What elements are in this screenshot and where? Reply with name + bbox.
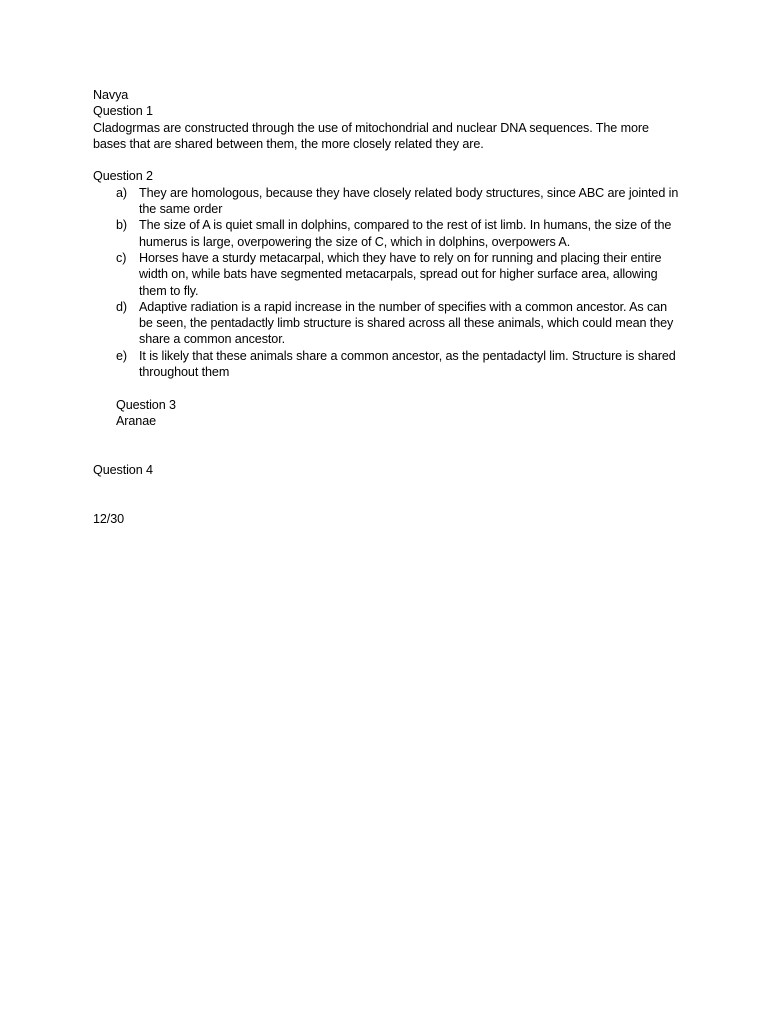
student-name: Navya [93,88,129,102]
answer-item-e [93,348,683,381]
answer-item-d [93,299,683,348]
item-text: Horses have a sturdy metacarpal, which they have to rely on for running and placing their entire width on, while bats have segmented metacarpals, spread out for higher surface area, allowing them to fly. [139,250,662,298]
item-marker: c) [116,250,127,265]
item-text: It is likely that these animals share a common ancestor, as the pentadactyl lim. Structure is shared throughout them [139,348,676,380]
item-text: Adaptive radiation is a rapid increase in the number of specifies with a common ancestor. As can be seen, the pentadactly limb structure is shared across all these animals, which could mean they share a common ancestor. [139,299,674,347]
question-1-answer: Cladogrmas are constructed through the use of mitochondrial and nuclear DNA sequences. The more bases that are shared between them, the more closely related they are. [93,120,649,151]
question-2-heading: Question 2 [93,169,153,184]
question-4-heading: Question 4 [93,462,153,477]
question-3-heading: Question 3 [116,397,176,412]
item-marker: a) [116,185,127,200]
answer-item-b [93,217,683,250]
document-body [93,87,683,527]
spacer [93,429,683,462]
item-marker: b) [116,218,127,233]
item-marker: d) [116,299,127,314]
item-text: The size of A is quiet small in dolphins, compared to the rest of ist limb. In humans, the size of the humerus is large, overpowering the size of C, which in dolphins, overpowers A. [139,218,672,249]
item-text: They are homologous, because they have closely related body structures, since ABC are jointed in the same order [139,185,679,217]
spacer [93,152,683,168]
answer-item-c [93,250,683,299]
spacer [93,478,683,511]
question-2-answer-list [93,185,683,381]
spacer [93,380,683,396]
question-1-heading: Question 1 [93,104,153,119]
question-3-answer: Aranae [116,413,157,428]
item-marker: e) [116,348,127,363]
answer-item-a [93,185,683,218]
score: 12/30 [93,511,125,526]
